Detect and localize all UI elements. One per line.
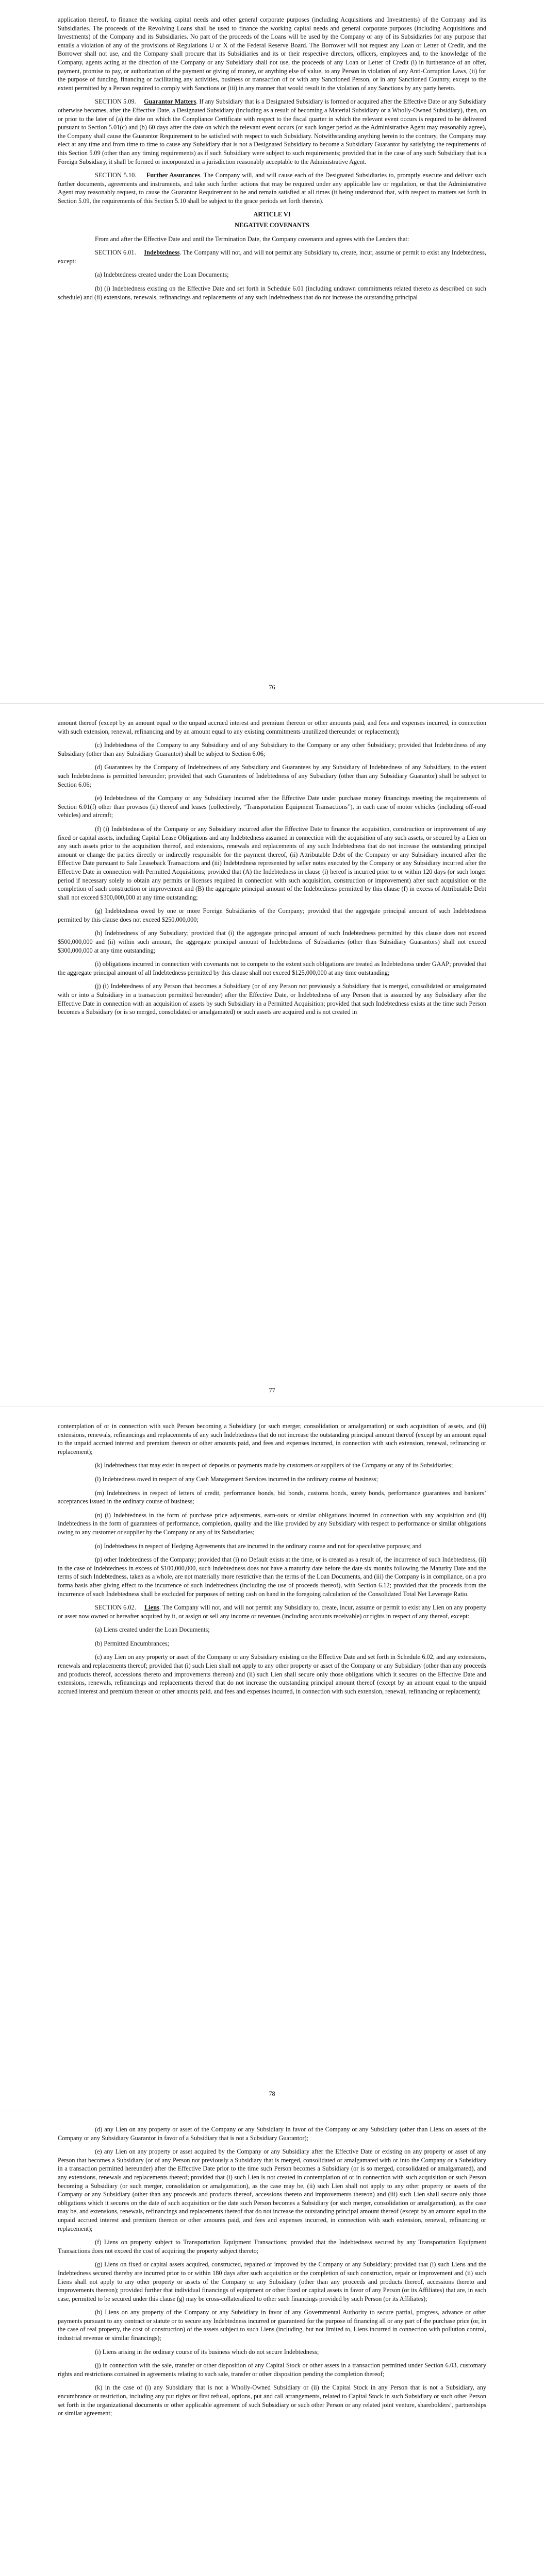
page-number: 78 — [269, 2090, 275, 2098]
clause-h: (h) Indebtedness of any Subsidiary; provided that (i) the aggregate principal amount of such Indebtedness permitted by this clause does not exceed $500,000,000 and (ii) within such amount, the aggregate principal amount of Indebtedness of Subsidiaries (other than Subsidiary Guarantors) shall not exceed $300,000,000 at any time outstanding; — [58, 929, 486, 954]
lien-clause-h: (h) Liens on any property of the Company or any Subsidiary in favor of any Governmental Authority to secure partial, progress, advance or other payments pursuant to any contract or statute or to secure any Indebtedness incurred or guaranteed for the purpose of financing all or any part of the purchase price (or, in the case of real property, the cost of construction) of the assets subject to such Liens (including, but not limited to, Liens incurred in connection with pollution control, industrial revenue or similar financings); — [58, 2309, 486, 2342]
section-title: Further Assurances — [146, 172, 200, 179]
lien-clause-d: (d) any Lien on any property or asset of the Company or any Subsidiary in favor of the Company or any Subsidiary (other than Liens on assets of the Company or any Subsidiary Guarantor in favor of a Subsidiary that is not a Subsidiary Guarantor); — [58, 2126, 486, 2142]
paragraph-continued: amount thereof (except by an amount equal to the unpaid accrued interest and premium thereon or other amounts paid, and fees and expenses incurred, in connection with such extension, renewal, refinancing and by an amount equal to any existing commitments unutilized thereunder or replacement); — [58, 719, 486, 735]
section-5-09 — [58, 97, 486, 166]
lien-clause-f: (f) Liens on property subject to Transportation Equipment Transactions; provided that the Indebtedness secured by any Transportation Equipment Transactions does not exceed the cost of acquiring the property subject thereto; — [58, 2239, 486, 2255]
clause-a: (a) Indebtedness created under the Loan Documents; — [95, 271, 229, 279]
lien-clause-i: (i) Liens arising in the ordinary course of its business which do not secure Indebtedness; — [95, 2348, 319, 2355]
section-body: . The Company will not, and will not permit any Subsidiary to, create, incur, assume or permit to exist any Lien on any property or asset now owned or hereafter acquired by it, or assign or sell any income or revenues (including accounts receivable) or rights in respect of any thereof, except: — [58, 1604, 486, 1620]
lien-clause-e: (e) any Lien on any property or asset acquired by the Company or any Subsidiary after the Effective Date or existing on any property or asset of any Person that becomes a Subsidiary (or of any Person not previously a Subsidiary that is merged, consolidated or amalgamated with or into the Company or a Subsidiary in a transaction permitted hereunder) after the Effective Date prior to the time such Person becomes a Subsidiary (or is so merged, consolidated or amalgamated), and any extensions, renewals and replacements thereof; provided that (i) such Lien is not created in contemplation of or in connection with such acquisition or such Person becoming a Subsidiary (or such merger, consolidation or amalgamation), as the case may be, (ii) such Lien shall not apply to any other property or assets of the Company or any Subsidiary (other than any proceeds and products thereof, accessions thereto and improvements thereon) and (iii) such Lien shall secure only those obligations which it secures on the date of such acquisition or the date such Person becomes a Subsidiary (or such merger, consolidation or amalgamation), as the case may be, and extensions, renewals, refinancings and replacements thereof that do not increase the outstanding principal amount thereof (except by an amount equal to the unpaid accrued interest and premium thereon or other amounts paid, and fees and expenses incurred, in connection with such extension, renewal, refinancing or replacement); — [58, 2148, 486, 2232]
paragraph-use-of-proceeds: application thereof, to finance the working capital needs and other general corporate purposes (including Acquisitions and Investments) of the Company and its Subsidiaries. The proceeds of the Revolving Loans shall be used to finance the working capital needs and general corporate purposes (including Acquisitions and Investments) of the Company and its Subsidiaries. No part of the proceeds of the Loans will be used by the Company or any of its Subsidiaries for any purpose that entails a violation of any of the provisions of Regulations U or X of the Federal Reserve Board. The Borrower will not request any Loan or Letter of Credit, and the Borrower shall not use, and the Company shall procure that its Subsidiaries and its or their respective directors, officers, employees and, to the knowledge of the Company, agents acting at the direction of the Company or any Subsidiary shall not use, the proceeds of any Loan or Letter of Credit (i) in furtherance of an offer, payment, promise to pay, or authorization of the payment or giving of money, or anything else of value, to any Person in violation of any Anti-Corruption Laws, (ii) for the purpose of funding, financing or facilitating any activities, business or transaction of or with any Sanctioned Person, or in any Sanctioned Country, except to the extent permitted by a Person required to comply with Sanctions or (iii) in any manner that would result in the violation of any Sanctions by any party hereto. — [58, 16, 486, 92]
lien-clause-b: (b) Permitted Encumbrances; — [95, 1639, 170, 1647]
clause-d: (d) Guarantees by the Company of Indebtedness of any Subsidiary and Guarantees by any Subsidiary of Indebtedness of any Subsidiary, to the extent such Indebtedness is permitted hereunder; provided that such Guarantees of Indebtedness of any Subsidiary (other than any Subsidiary Guarantor) shall be subject to Section 6.06; — [58, 764, 486, 788]
clause-n: (n) (i) Indebtedness in the form of purchase price adjustments, earn-outs or similar obligations incurred in connection with any acquisition and (ii) Indebtedness in the form of guarantees of performance, completion, quality and the like provided by any Subsidiary with respect to performance or similar obligations owing to any customer or supplier by the Company or any of its Subsidiaries; — [58, 1511, 486, 1536]
clause-j: (j) (i) Indebtedness of any Person that becomes a Subsidiary (or of any Person not previously a Subsidiary that is merged, consolidated or amalgamated with or into a Subsidiary in a transaction permitted hereunder) after the Effective Date, or Indebtedness of any Person that is assumed by any Subsidiary after the Effective Date in connection with an acquisition of assets by such Subsidiary in a Permitted Acquisition; provided that such Indebtedness exists at the time such Person becomes a Subsidiary (or is so merged, consolidated or amalgamated) or such assets are acquired and is not created in — [58, 982, 486, 1016]
section-body: . If any Subsidiary that is a Designated Subsidiary is formed or acquired after the Effective Date or any Subsidiary otherwise becomes, after the Effective Date, a Designated Subsidiary (including as a result of becoming a Material Subsidiary or a Wholly-Owned Subsidiary), then, on or prior to the later of (a) the date on which the Compliance Certificate with respect to the fiscal quarter in which the relevant event occurs is required to be delivered pursuant to Section 5.01(c) and (b) 60 days after the date on which the relevant event occurs (or such longer period as the Administrative Agent may reasonably agree), the Company shall cause the Guarantor Requirement to be satisfied with respect to such Subsidiary. Notwithstanding anything herein to the contrary, the Company may elect at any time and from time to time to cause any Subsidiary that is not a Designated Subsidiary to become a Subsidiary Guarantor by satisfying the requirements of this Section 5.09 (other than any timing requirements) as if such Subsidiary were subject to such requirements; provided that in the case of any such Subsidiary that is a Foreign Subsidiary, it shall be formed or incorporated in a jurisdiction reasonably acceptable to the Administrative Agent. — [58, 98, 487, 165]
document-page-76 — [0, 0, 544, 703]
section-number: SECTION 6.02. — [95, 1604, 136, 1612]
section-body: . The Company will not, and will not permit any Subsidiary to, create, incur, assume or permit to exist any Indebtedness, except: — [58, 249, 487, 265]
lien-clause-a: (a) Liens created under the Loan Documents; — [95, 1626, 210, 1634]
clause-g: (g) Indebtedness owed by one or more Foreign Subsidiaries of the Company; provided that the aggregate principal amount of such Indebtedness permitted by this clause does not exceed $250,000,000; — [58, 907, 486, 923]
clause-o: (o) Indebtedness in respect of Hedging Agreements that are incurred in the ordinary course and not for speculative purposes; and — [95, 1542, 422, 1550]
clause-c: (c) Indebtedness of the Company to any Subsidiary and of any Subsidiary to the Company or any other Subsidiary; provided that Indebtedness of any Subsidiary (other than any Subsidiary Guarantor) shall be subject to Section 6.06; — [58, 741, 486, 757]
clause-p: (p) other Indebtedness of the Company; provided that (i) no Default exists at the time, or is created as a result of, the incurrence of such Indebtedness, (ii) in the case of Indebtedness in excess of $100,000,000, such Indebtedness does not have a maturity date before the date six months following the Maturity Date and the terms of such Indebtedness, taken as a whole, are not materially more restrictive than the terms of the Loan Documents, and (iii) the Company is in compliance, on a pro forma basis after giving effect to the incurrence of such Indebtedness (including the use of proceeds thereof), with Section 6.12; provided that the proceeds from the incurrence of such Indebtedness shall be excluded for purposes of netting cash on hand in the foregoing calculation of the Consolidated Total Net Leverage Ratio. — [58, 1556, 486, 1598]
article-intro: From and after the Effective Date and until the Termination Date, the Company covenants and agrees with the Lenders that: — [95, 235, 409, 243]
section-6-01 — [58, 248, 486, 265]
article-title: NEGATIVE COVENANTS — [235, 222, 309, 229]
clause-b: (b) (i) Indebtedness existing on the Effective Date and set forth in Schedule 6.01 (including undrawn commitments related thereto as described on such schedule) and (ii) extensions, renewals, refinancings and replacements of any such Indebtedness that do not increase the outstanding principal — [58, 285, 486, 301]
section-body: . The Company will, and will cause each of the Designated Subsidiaries to, promptly execute and deliver such further documents, agreements and instruments, and take such further actions that may be required under any applicable law or regulation, or that the Administrative Agent may reasonably request, to cause the Guarantor Requirement to be and remain satisfied at all times (it being understood that, with respect to matters set forth in Section 5.09, the requirements of this Section 5.10 shall be subject to the grace periods set forth therein). — [58, 172, 486, 205]
lien-clause-c: (c) any Lien on any property or asset of the Company or any Subsidiary existing on the Effective Date and set forth in Schedule 6.02, and any extensions, renewals and replacements thereof; provided that (i) such Lien shall not apply to any other property or asset of the Company or any Subsidiary (other than any proceeds and products thereof, accessions thereto and improvements thereon) and (ii) such Lien shall secure only those obligations which it secures on the Effective Date and extensions, renewals, refinancings and replacements thereof that do not increase the outstanding principal amount thereof (except by an amount equal to the unpaid accrued interest and premium thereon or other amounts paid, and fees and expenses incurred, in connection with such extension, renewal, refinancing or replacement); — [58, 1653, 486, 1695]
document-page-79 — [0, 2110, 544, 2576]
clause-i: (i) obligations incurred in connection with covenants not to compete to the extent such obligations are treated as Indebtedness under GAAP; provided that the aggregate principal amount of all Indebtedness permitted by this clause shall not exceed $125,000,000 at any time outstanding; — [58, 960, 486, 976]
clause-k: (k) Indebtedness that may exist in respect of deposits or payments made by customers or suppliers of the Company or any of its Subsidiaries; — [95, 1462, 453, 1469]
document-page-78 — [0, 1406, 544, 2110]
section-title: Liens — [144, 1604, 159, 1612]
section-5-10 — [58, 171, 486, 205]
section-6-02 — [58, 1603, 486, 1620]
section-title: Guarantor Matters — [144, 98, 196, 106]
lien-clause-k: (k) in the case of (i) any Subsidiary that is not a Wholly-Owned Subsidiary or (ii) the Capital Stock in any Person that is not a Subsidiary, any encumbrance or restriction, including any put rights or first refusal, options, put and call arrangements, related to Capital Stock in such Subsidiary or such other Person set forth in the organizational documents or other applicable agreement of such Subsidiary or such other Person or any related joint venture, shareholders’, partnerships or similar agreement; — [58, 2384, 486, 2417]
section-number: SECTION 6.01. — [95, 249, 136, 257]
document-page-77 — [0, 703, 544, 1406]
section-title: Indebtedness — [144, 249, 180, 257]
section-number: SECTION 5.10. — [95, 172, 137, 179]
clause-l: (l) Indebtedness owed in respect of any Cash Management Services incurred in the ordinary course of business; — [95, 1475, 378, 1483]
article-heading: ARTICLE VI — [253, 211, 291, 218]
page-number: 77 — [269, 1387, 275, 1395]
page-number: 76 — [269, 684, 275, 691]
section-number: SECTION 5.09. — [95, 98, 136, 106]
paragraph-continued: contemplation of or in connection with such Person becoming a Subsidiary (or such merger, consolidation or amalgamation) or such acquisition of assets, and (ii) extensions, renewals, refinancings and replacements of any such Indebtedness that do not increase the outstanding principal amount thereof (except by an amount equal to the unpaid accrued interest and premium thereon or other amounts paid, and fees and expenses incurred, in connection with such extension, renewal, refinancing or replacement); — [58, 1422, 486, 1455]
lien-clause-g: (g) Liens on fixed or capital assets acquired, constructed, repaired or improved by the Company or any Subsidiary; provided that (i) such Liens and the Indebtedness secured thereby are incurred prior to or within 180 days after such acquisition or the completion of such construction, repair or improvement and (ii) such Liens shall not apply to any other property or assets of the Company or any Subsidiary (other than any proceeds and products thereof, accessions thereto and improvements thereon); provided further that individual financings of equipment or other fixed or capital assets in favor of any Person (or its Affiliates) that are, in each case, permitted to be secured under this clause (g) may be cross-collateralized to other such financings provided by such Person (or its Affiliates); — [58, 2261, 486, 2302]
lien-clause-j: (j) in connection with the sale, transfer or other disposition of any Capital Stock or other assets in a transaction permitted under Section 6.03, customary rights and restrictions contained in agreements relating to such sale, transfer or other disposition pending the completion thereof; — [58, 2362, 486, 2378]
clause-e: (e) Indebtedness of the Company or any Subsidiary incurred after the Effective Date under purchase money financings meeting the requirements of Section 6.01(f) other than provisos (ii) thereof and leases (collectively, “Transportation Equipment Transactions”), in each case of motor vehicles (including off-road vehicles) and aircraft; — [58, 794, 486, 819]
clause-f: (f) (i) Indebtedness of the Company or any Subsidiary incurred after the Effective Date to finance the acquisition, construction or improvement of any fixed or capital assets, including Capital Lease Obligations and any Indebtedness assumed in connection with the acquisition of any such assets, or secured by a Lien on any such assets prior to the acquisition thereof, and extensions, renewals and replacements of any such Indebtedness that do not increase the outstanding principal amount or change the parties directly or indirectly responsible for the payment thereof, (ii) Attributable Debt of the Company or any Subsidiary incurred after the Effective Date pursuant to Sale Leaseback Transactions and (iii) Indebtedness represented by seller notes executed by the Company or any Subsidiary incurred after the Effective Date in connection with Permitted Acquisitions; provided that (A) the Indebtedness in clause (i) hereof is incurred prior to or within 120 days (or such longer period if necessary solely to obtain any permits or licenses required in connection with such acquisition, construction or improvement) after such acquisition or the completion of such construction or improvement and (B) the aggregate principal amount of the Indebtedness permitted by this clause (f) in excess of Attributable Debt shall not exceed $300,000,000 at any time outstanding; — [58, 825, 486, 901]
clause-m: (m) Indebtedness in respect of letters of credit, performance bonds, bid bonds, customs bonds, surety bonds, performance guarantees and bankers’ acceptances issued in the ordinary course of business; — [58, 1489, 486, 1505]
